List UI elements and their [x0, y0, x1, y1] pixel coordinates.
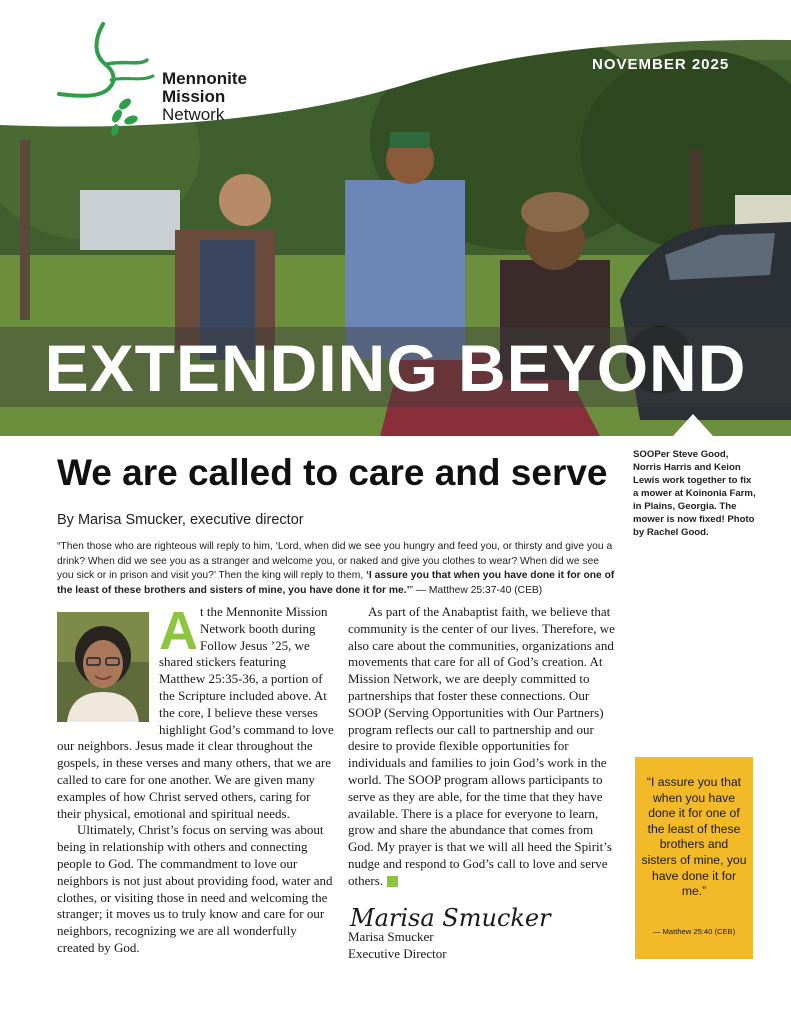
article-column-1	[57, 601, 334, 957]
organization-name	[162, 70, 247, 124]
article-paragraph: t the Mennonite Mission Network booth during Follow Jesus ’25, we shared stickers featuring Matthew 25:35-36, a portion of the Scripture included above. At the core, I believe these verses highlight God’s command to love our neighbors. Jesus made it clear throughout the gospels, in these verses and many others, that we are called to care for one another. We are given many examples of how Christ served others, caring for their physical, emotional and spiritual needs.	[57, 604, 334, 821]
banner-title: EXTENDING BEYOND	[44, 331, 747, 405]
article-column-2	[348, 604, 620, 890]
caption-pointer-icon	[673, 414, 713, 436]
photo-caption: SOOPer Steve Good, Norris Harris and Keion Lewis work together to fix a mower at Koinonia Farm, in Plains, Georgia. The mower is now fixed! Photo by Rachel Good.	[633, 449, 756, 538]
end-mark-icon	[387, 876, 398, 887]
hero-photo	[0, 0, 791, 436]
author-portrait	[57, 612, 149, 722]
logo-line-3: Network	[162, 105, 225, 124]
pull-quote-box	[635, 757, 753, 959]
signer-name: Marisa Smucker	[348, 929, 434, 944]
signer	[348, 928, 447, 962]
article-paragraph	[348, 604, 620, 890]
issue-date: NOVEMBER 2025	[592, 56, 730, 73]
dove-logo-icon	[55, 20, 165, 140]
pull-quote-reference: — Matthew 25:40 (CEB)	[652, 927, 736, 936]
logo-line-1: Mennonite	[162, 69, 247, 88]
scripture-quote	[57, 540, 617, 598]
article-headline: We are called to care and serve	[57, 452, 608, 493]
scripture-quote-start: “Then those who are righteous will reply to him, ‘Lord, when did we see you hungry and feed you, or thirsty and give you a drink? When did we see you as a stranger and welcome you, or naked and give you clothes to wear? When did we see you sick or in prison and visit you?’ Then the king will reply to them,	[57, 541, 613, 581]
scripture-quote-emphasis: ‘I assure you that when you have done it for one of the least of these brothers and sisters of mine, you have done it for me.’	[57, 570, 615, 596]
organization-logo	[55, 20, 285, 140]
logo-line-2: Mission	[162, 87, 226, 106]
pull-quote-text: “I assure you that when you have done it for one of the least of these brothers and sisters of mine, you have done it for me.”	[641, 775, 747, 899]
scripture-quote-end: ” — Matthew 25:37-40 (CEB)	[409, 584, 543, 596]
signature-text: Marisa Smucker	[350, 904, 551, 932]
signer-title: Executive Director	[348, 946, 447, 961]
drop-cap: A	[159, 601, 198, 661]
article-paragraph-text: As part of the Anabaptist faith, we believe that community is the center of our lives. Therefore, we also care about the communities, organizations and movements that care for all of God’s creation. At Mission Network, we are deeply committed to partnerships that foster these connections. Our SOOP (Serving Opportunities with Our Partners) program reflects our call to partnership and our desire to provide flexible opportunities for individuals and families to join God’s work in the world. The SOOP program allows participants to serve as they are able, for the time that they have available. There is a place for everyone to learn, grow and share the abundance that comes from God. My prayer is that we will all heed the Spirit’s nudge and respond to God’s call to love and serve others.	[348, 604, 615, 888]
article-byline: By Marisa Smucker, executive director	[57, 512, 304, 528]
article-paragraph: Ultimately, Christ’s focus on serving was about being in relationship with others and connecting people to God. The commandment to love our neighbors is not just about providing food, water and clothes, or visiting those in need and welcoming the stranger; it moves us to truly know and care for our neighbors, recognizing we are all wonderfully created by God.	[57, 822, 333, 955]
